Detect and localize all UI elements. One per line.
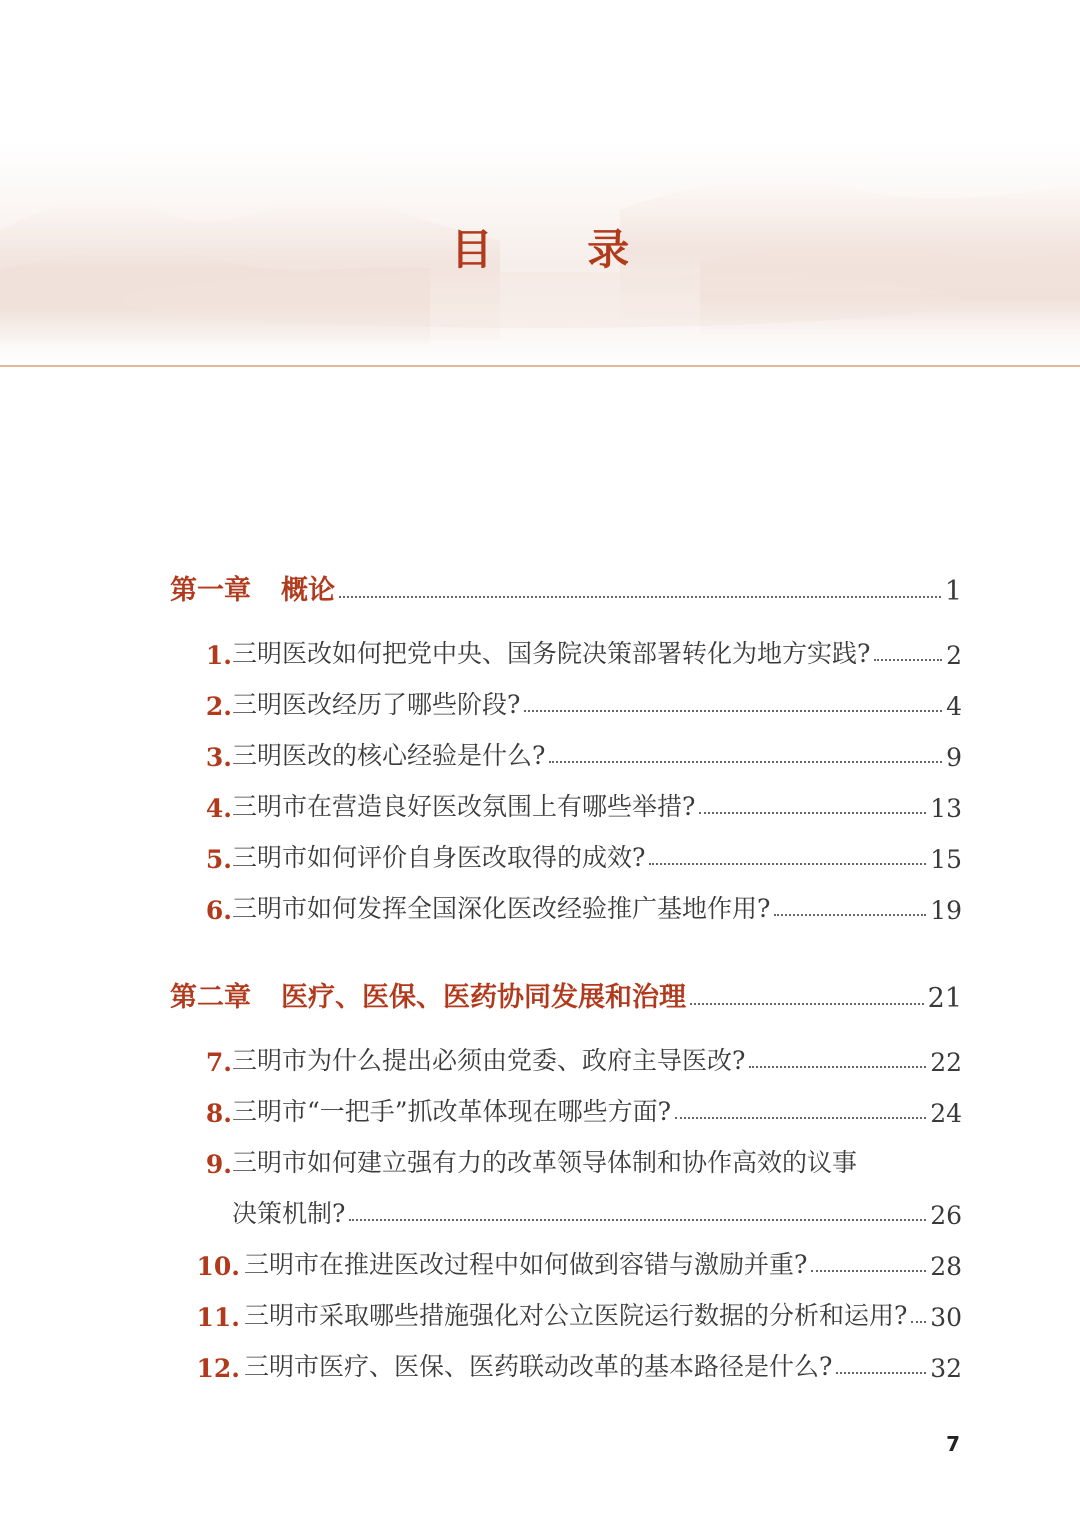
page-ref: 26 (930, 1201, 962, 1230)
dot-leader (774, 914, 926, 916)
toc-item-1[interactable] (170, 630, 962, 670)
dot-leader (339, 596, 941, 598)
item-number: 1. (205, 641, 232, 670)
item-number: 4. (205, 794, 232, 823)
dot-leader (649, 863, 926, 865)
page-ref: 21 (927, 983, 962, 1014)
toc-item-8[interactable] (170, 1088, 962, 1128)
item-text: 三明市如何建立强有力的改革领导体制和协作高效的议事 (232, 1148, 858, 1177)
item-number: 8. (205, 1099, 232, 1128)
page-ref: 1 (944, 576, 962, 607)
chapter-label: 第二章 (170, 982, 251, 1013)
item-number: 12. (196, 1354, 240, 1383)
page-ref: 2 (946, 641, 962, 670)
page-ref: 4 (946, 692, 962, 721)
toc-item-2[interactable] (170, 681, 962, 721)
dot-leader (811, 1270, 926, 1272)
page-ref: 24 (930, 1099, 962, 1128)
item-number: 5. (205, 845, 232, 874)
item-number: 7. (205, 1048, 232, 1077)
chapter-label: 第一章 (170, 575, 251, 606)
item-text: 三明市医疗、医保、医药联动改革的基本路径是什么? (244, 1352, 833, 1381)
toc-item-9-continuation[interactable] (170, 1190, 962, 1230)
page-ref: 22 (930, 1048, 962, 1077)
item-text: 三明市在推进医改过程中如何做到容错与激励并重? (244, 1250, 808, 1279)
toc-chapter-1[interactable] (170, 567, 962, 607)
toc-item-11[interactable] (170, 1292, 962, 1332)
dot-leader (349, 1219, 926, 1221)
toc-chapter-2[interactable] (170, 974, 962, 1014)
dot-leader (690, 1003, 924, 1005)
toc-item-12[interactable] (170, 1343, 962, 1383)
toc-item-3[interactable] (170, 732, 962, 772)
item-text: 三明市“一把手”抓改革体现在哪些方面? (232, 1097, 671, 1126)
toc-item-9[interactable] (170, 1139, 962, 1179)
page-ref: 19 (930, 896, 962, 925)
item-number: 2. (205, 692, 232, 721)
dot-leader (699, 812, 926, 814)
page-ref: 28 (930, 1252, 962, 1281)
page-number: 7 (946, 1432, 960, 1456)
toc-item-10[interactable] (170, 1241, 962, 1281)
page-ref: 15 (930, 845, 962, 874)
toc-item-4[interactable] (170, 783, 962, 823)
dot-leader (524, 710, 942, 712)
header-divider (0, 365, 1080, 367)
page-ref: 9 (946, 743, 962, 772)
dot-leader (836, 1372, 926, 1374)
toc-item-5[interactable] (170, 834, 962, 874)
toc-item-6[interactable] (170, 885, 962, 925)
mountain-mist-illustration (0, 0, 1080, 368)
item-text: 三明市采取哪些措施强化对公立医院运行数据的分析和运用? (244, 1301, 908, 1330)
header-band (0, 0, 1080, 368)
page-ref: 32 (930, 1354, 962, 1383)
dot-leader (675, 1117, 926, 1119)
item-number: 6. (205, 896, 232, 925)
chapter-name: 医疗、医保、医药协同发展和治理 (281, 982, 686, 1013)
item-text: 三明市如何评价自身医改取得的成效? (232, 843, 646, 872)
item-number: 10. (196, 1252, 240, 1281)
dot-leader (749, 1066, 926, 1068)
item-text: 三明市如何发挥全国深化医改经验推广基地作用? (232, 894, 771, 923)
page-ref: 30 (930, 1303, 962, 1332)
dot-leader (874, 659, 942, 661)
item-number: 11. (196, 1303, 240, 1332)
chapter-name: 概论 (281, 575, 335, 606)
dot-leader (549, 761, 942, 763)
item-text: 三明市在营造良好医改氛围上有哪些举措? (232, 792, 696, 821)
page-title: 目 录 (450, 225, 670, 274)
item-number: 9. (205, 1150, 232, 1179)
item-text: 三明市为什么提出必须由党委、政府主导医改? (232, 1046, 746, 1075)
item-number: 3. (205, 743, 232, 772)
page-ref: 13 (930, 794, 962, 823)
item-text: 三明医改如何把党中央、国务院决策部署转化为地方实践? (232, 639, 871, 668)
item-text: 三明医改经历了哪些阶段? (232, 690, 521, 719)
item-text-continuation: 决策机制? (232, 1199, 346, 1228)
item-text: 三明医改的核心经验是什么? (232, 741, 546, 770)
dot-leader (911, 1321, 926, 1323)
toc-item-7[interactable] (170, 1037, 962, 1077)
